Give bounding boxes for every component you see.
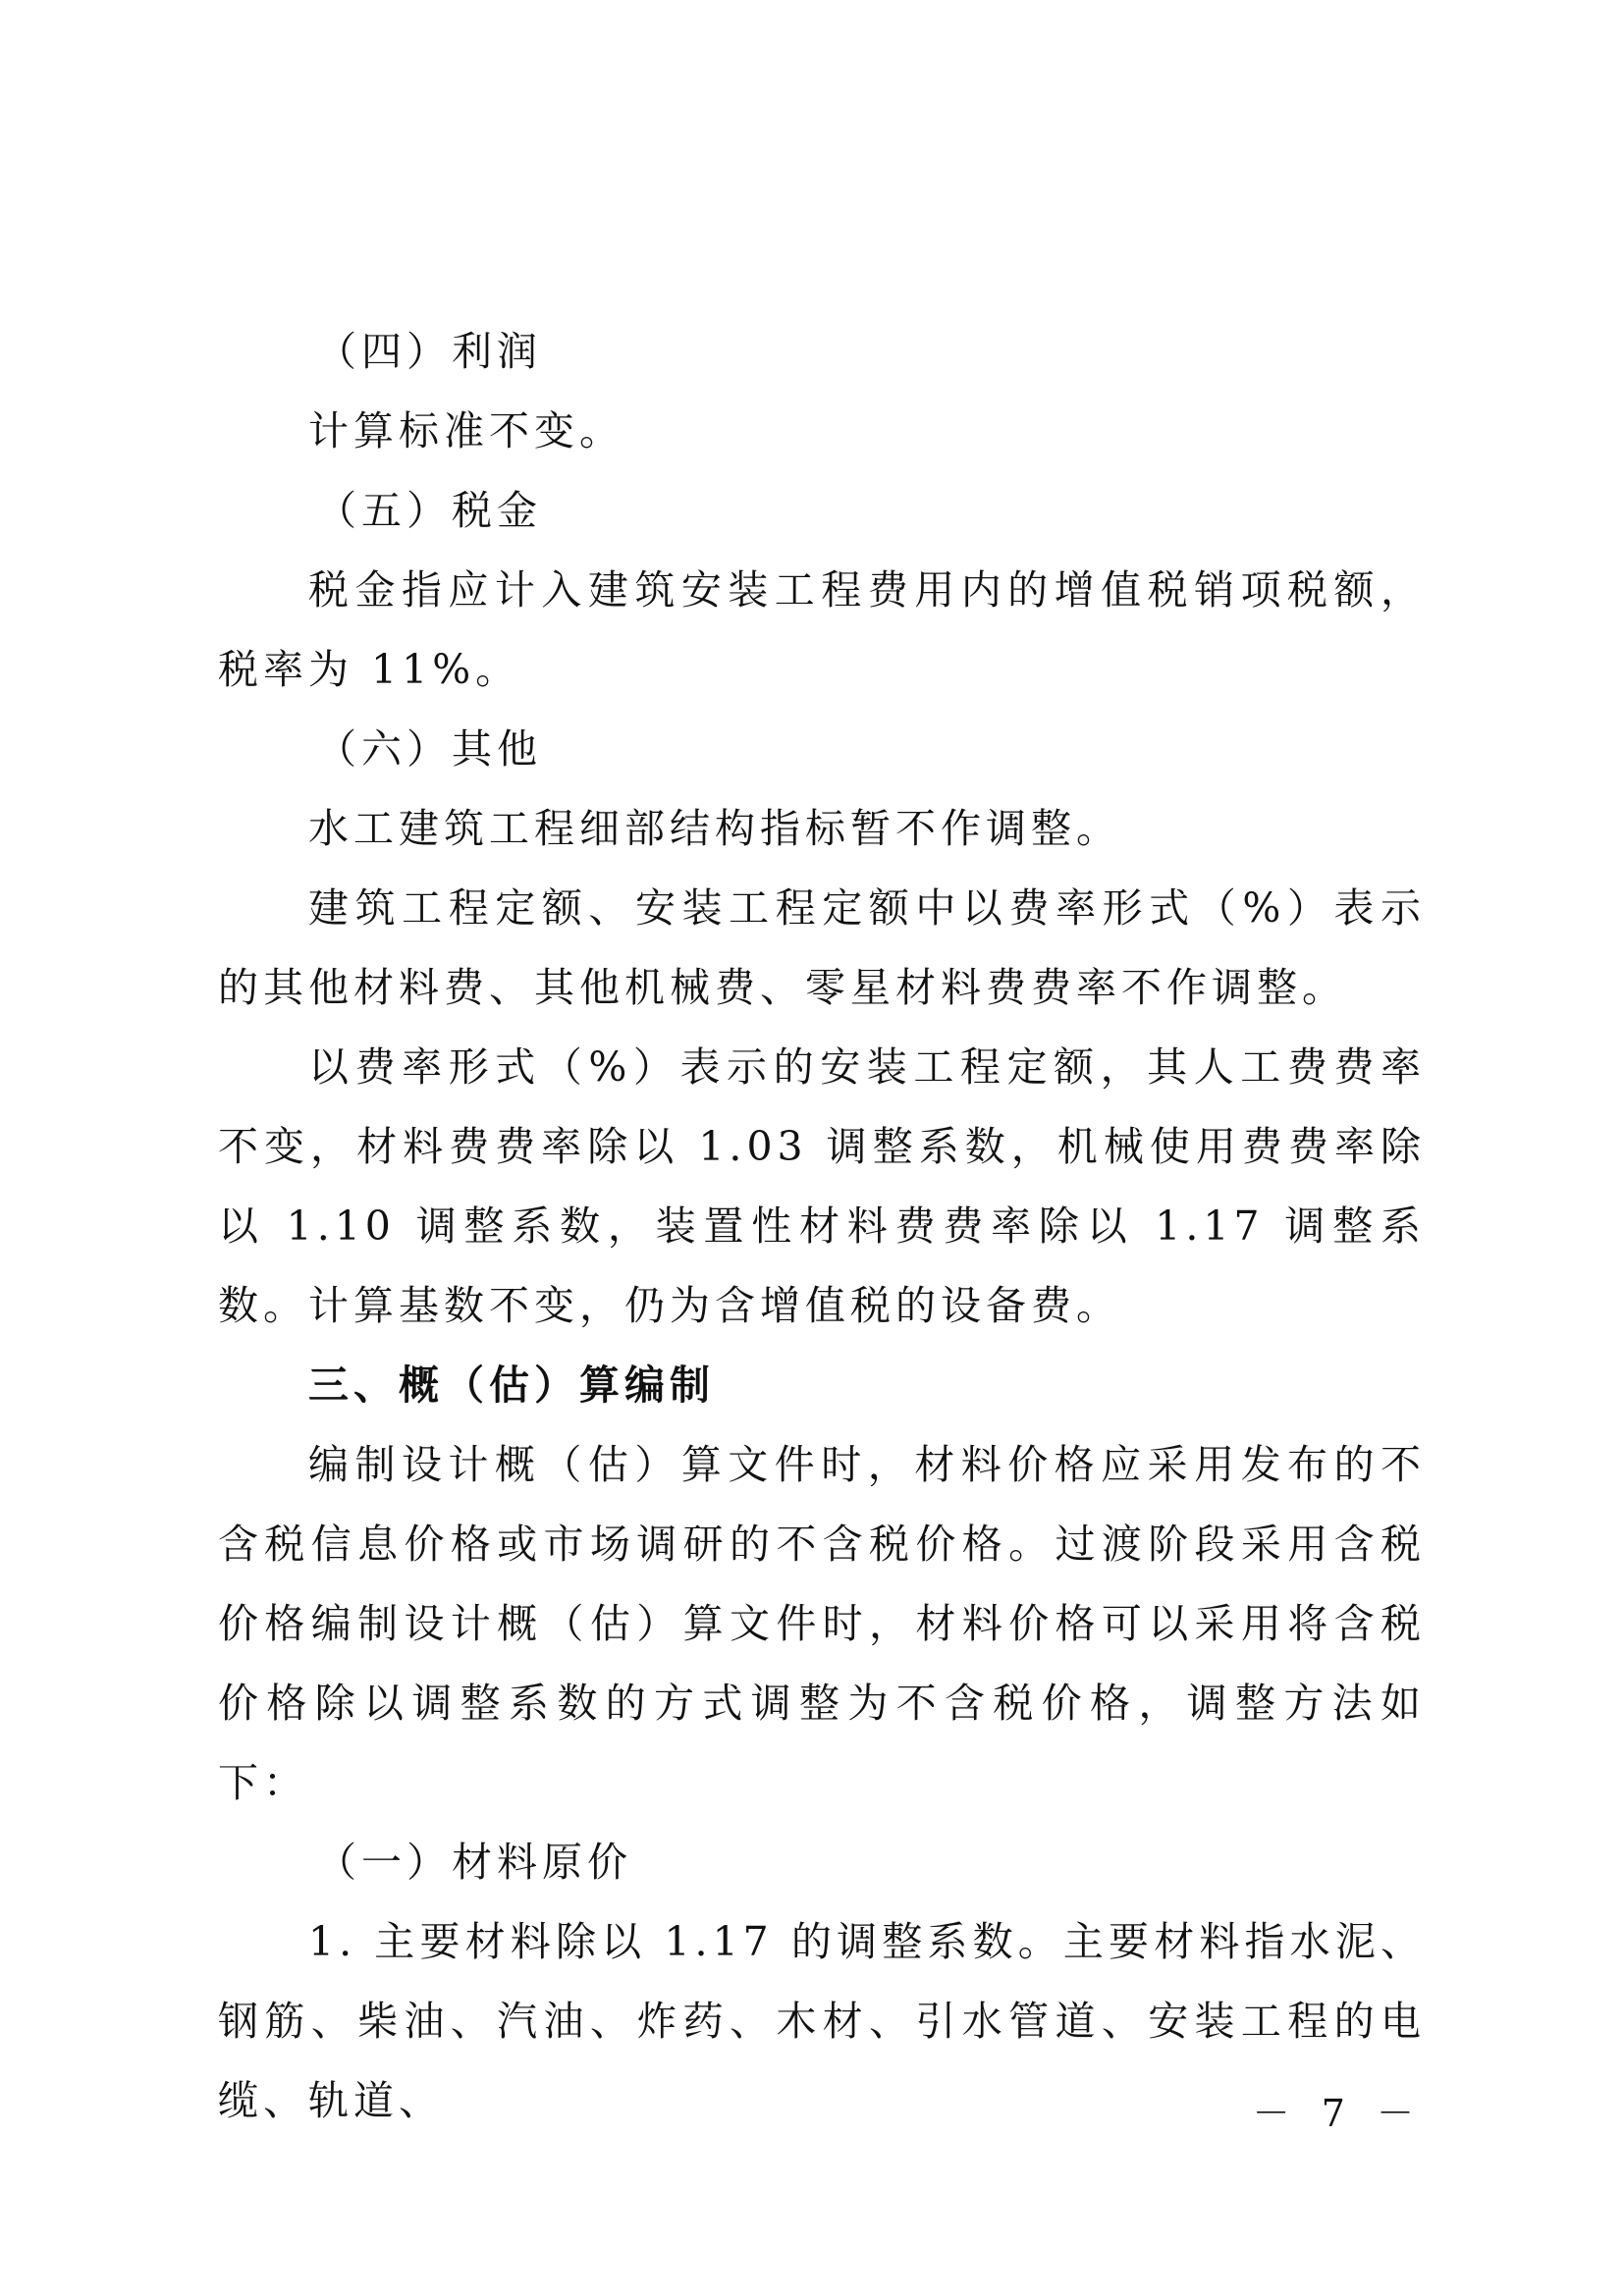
section-heading-tax: （五）税金 [316,487,542,534]
document-body [218,312,1426,2141]
paragraph-hydraulic-detail: 水工建筑工程细部结构指标暂不作调整。 [308,805,1121,852]
paragraph-rate-no-adjust: 建筑工程定额、安装工程定额中以费率形式（%）表示的其他材料费、其他机械费、零星材料费费率不作调整。 [218,884,1426,1011]
paragraph-profit-standard: 计算标准不变。 [308,407,624,454]
section-heading-other: （六）其他 [316,725,542,773]
paragraph-installation-rates: 以费率形式（%）表示的安装工程定额，其人工费费率不变，材料费费率除以 1.03 调整系数，机械使用费费率除以 1.10 调整系数，装置性材料费费率除以 1.17 调整系数。计算基数不变，仍为含增值税的设备费。 [218,1043,1426,1329]
section-heading-profit: （四）利润 [316,328,542,375]
paragraph-main-materials: 1. 主要材料除以 1.17 的调整系数。主要材料指水泥、钢筋、柴油、汽油、炸药、木材、引水管道、安装工程的电缆、轨道、 [218,1918,1426,2124]
paragraph-tax-rate: 税金指应计入建筑安装工程费用内的增值税销项税额，税率为 11%。 [218,566,1426,693]
page-number: － 7 － [1252,2092,1424,2135]
section-heading-estimate: 三、概（估）算编制 [308,1362,715,1409]
paragraph-estimate-prices: 编制设计概（估）算文件时，材料价格应采用发布的不含税信息价格或市场调研的不含税价格。过渡阶段采用含税价格编制设计概（估）算文件时，材料价格可以采用将含税价格除以调整系数的方式调整为不含税价格，调整方法如下： [218,1441,1426,1806]
section-heading-material-price: （一）材料原价 [316,1839,632,1886]
